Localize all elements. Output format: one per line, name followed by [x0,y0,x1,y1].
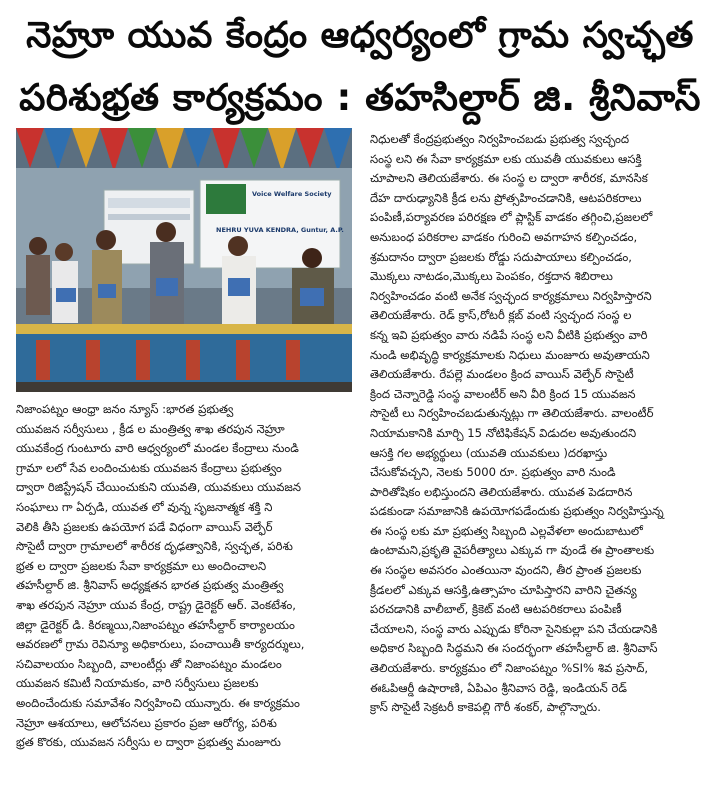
article-line: మొక్కలు నాటడం,మొక్కలు పెంపకం, రక్తదాన శిబిరాలు [370,269,613,284]
article-line: పంపిణీ,పర్యావరణ పరిరక్షణ లో ప్లాస్టిక్ వాడకం తగ్గించి,ప్రజలలో [370,210,653,225]
article-line: నెహ్రూ ఆశయాలు, ఆలోచనలు ప్రకారం ప్రజా ఆరోగ్య, పరిశు [16,715,277,730]
article-line: నుండి అభివృద్ధి కార్యక్రమాలకు నిధులు మంజూరు అవుతాయని [370,347,650,362]
article-line: జిల్లా డైరెక్టర్ డి. కిరణ్మయి,నిజాంపట్నం తహసీల్దార్ కార్యాలయం [16,617,295,632]
article-line: ఆసక్తి గల అభ్యర్థులు (యువతి యువకులు )దరఖాస్తు [370,445,608,460]
headline-line-2: పరిశుభ్రత కార్యక్రమం : తహసిల్దార్ జి. శ్రీనివాస్ [19,76,701,119]
article-line: అనుబంధ పరికరాల వాడకం గురించి అవగాహన కల్పించడం, [370,229,638,244]
article-line: అందించేందుకు సమావేశం నిర్వహించి యున్నారు. ఈ కార్యక్రమం [16,695,300,710]
article-line: గ్రామా లలో సేవ లందించుటకు యువజన కేంద్రాలు ప్రభుత్వం [16,460,282,475]
article-line: తెలియజేశారు. రెడ్ క్రాస్,రోటరీ క్లబ్ వంటి స్వచ్ఛంద సంస్థ ల [370,308,632,323]
article-line: సొసైటీ ద్వారా గ్రామాలలో శారీరక దృఢత్వానికి, స్వచ్ఛత, పరిశు [16,539,293,554]
headline-line-1: నెహ్రూ యువ కేంద్రం ఆధ్వర్యంలో గ్రామ స్వచ్ఛత [26,15,694,56]
article-line: వెలికి తీసి ప్రజలకు ఉపయోగ పడే విధంగా వాయిస్ వెల్ఫేర్ [16,519,273,534]
article-line: సచివాలయం సిబ్బంది, వాలంటీర్లు తో నిజాంపట్నం మండలం [16,656,282,671]
article-line: కన్న ఇవి ప్రభుత్వం వారు నడిపే సంస్థ లని వీటికి ప్రభుత్వం వారి [370,327,648,342]
article-line: క్రాస్ సొసైటీ సెక్రటరీ కాకెపల్లి గౌరీ శంకర్, పాల్గొన్నారు. [370,700,601,715]
banner-text-2: NEHRU YUVA KENDRA, Guntur, A.P. [216,226,344,234]
article-line: చేసుకోవచ్చని, నెలకు 5000 రూ. ప్రభుత్వం వారి నుండి [370,465,616,480]
article-line: నిజాంపట్నం ఆంధ్రా జనం న్యూస్ :భారత ప్రభుత్వ [16,402,234,416]
article-line: క్రీడలలో ఎక్కువ ఆసక్తి,ఉత్సాహం చూపిస్తారని వారిని చైతన్య [370,582,637,597]
article-line: సంఘాలు గా ఏర్పడి, యువత లో వున్న సృజనాత్మక శక్తి ని [16,499,273,514]
article-line: తహసీల్దార్ జి. శ్రీనివాస్ అధ్యక్షతన భారత ప్రభుత్వ మంత్రిత్వ [16,578,284,593]
article-line: దేహ దారుఢ్యానికి క్రీడ లను ప్రోత్సహించడానికి, ఆటపరికరాలు [370,190,642,205]
article-line: పరచడానికి వాలీబాల్, క్రికెట్ వంటి ఆటపరికరాలు పంపిణీ [370,602,622,617]
article-line: ఈఓపిఆర్డీ ఉషారాణి, ఏపిఎం శ్రీనివాస రెడ్డి, ఇండియన్ రెడ్ [370,680,627,695]
article-line: ద్వారా రిజిస్ట్రేషన్ చేయించుకుని యువతి, యువకులు యువజన [16,480,302,495]
article-line: యువజన కమిటీ నియామకం, వారి సర్వీసులు ప్రజలకు [16,676,259,691]
article-line: సంస్థ లని ఈ సేవా కార్యక్రమా లకు యువతీ యువకులు ఆసక్తి [370,151,642,166]
article-line: క్రింద చెన్నారెడ్డి సంస్థ వాలంటీర్ అని వీరి క్రింద 15 యువజన [370,386,636,401]
article-line: పారితోషికం లభిస్తుందని తెలియజేశారు. యువత పెడదారిన [370,484,633,499]
article-line: శాఖ తరపున నెహ్రూ యువ కేంద్ర, రాష్ట్ర డైరెక్టర్ ఆర్. వెంకటేశం, [16,597,296,612]
article-line: తెలియజేశారు. కార్యక్రమం లో నిజాంపట్నం %SI% శివ ప్రసాద్, [370,661,649,676]
article-line: సొసైటీ లు నిర్వహించబడుతున్నట్లు గా తెలియజేశారు. వాలంటీర్ [370,406,654,421]
article-line: చూపాలని తెలియజేశారు. ఈ సంస్థ ల ద్వారా శారీరక, మానసిక [370,171,648,186]
article-line: తెలియజేశారు. రేపల్లె మండలం క్రింద వాయిస్ వెల్ఫేర్ సొసైటీ [370,367,634,382]
article-line: యువకేంద్ర గుంటూరు వారి ఆధ్వర్యంలో మండల కేంద్రాలు నుండి [16,441,299,456]
article-line: చేయాలని, సంస్థ వారు ఎప్పుడు కోరినా సైనికుల్లా పని చేయడానికి [370,621,658,636]
article-line: పడకుండా సమాజానికి ఉపయోగపడేందుకు ప్రభుత్వం నిర్వహిస్తున్న [370,504,664,519]
article-line: అధికార సిబ్బంది సిద్ధమని ఈ సందర్భంగా తహసీల్దార్ జి. శ్రీనివాస్ [370,641,658,656]
article-line: శ్రమదానం ద్వారా ప్రజలకు రోడ్డు సదుపాయాలు కల్పించడం, [370,249,632,264]
article-line: భ్రత కొరకు, యువజన సర్వీసు ల ద్వారా ప్రభుత్వ మంజూరు [16,735,281,750]
article-line: ఈ సంస్థల అవసరం ఎంతయినా వుందని, తీర ప్రాంత ప్రజలకు [370,563,642,578]
article-line: నిధులతో కేంద్రప్రభుత్వం నిర్వహించబడు ప్రభుత్వ స్వచ్ఛంద [370,132,630,146]
article-line: యువజన సర్వీసులు , క్రీడ ల మంత్రిత్వ శాఖ తరపున నెహ్రూ [16,421,285,436]
article-line: నియామకానికి మార్చి 15 నోటిఫికేషన్ విడుదల అవుతుందని [370,425,637,440]
article-line: భ్రత ల ద్వారా ప్రజలకు సేవా కార్యక్రమా లు అందించాలని [16,558,267,573]
article-left-column [16,400,354,753]
article-line: ఆవరణలో గ్రామ రెవిన్యూ అధికారులు, పంచాయితీ కార్యదర్శులు, [16,637,305,652]
banner-text-1: Voice Welfare Society [252,190,332,198]
article-line: ఈ సంస్థ లకు మా ప్రభుత్వ సిబ్బంది ఎల్లవేళలా అందుబాటులో [370,523,643,538]
article-line: నిర్వహించడం వంటి అనేక స్వచ్ఛంద కార్యక్రమాలు నిర్వహిస్తారని [370,288,652,303]
news-photo [16,128,352,392]
article-right-column [370,130,708,718]
article-line: ఉంటామని,ప్రకృతి వైపరీత్యాలు ఎక్కువ గా వుండే ఈ ప్రాంతాలకు [370,543,655,558]
